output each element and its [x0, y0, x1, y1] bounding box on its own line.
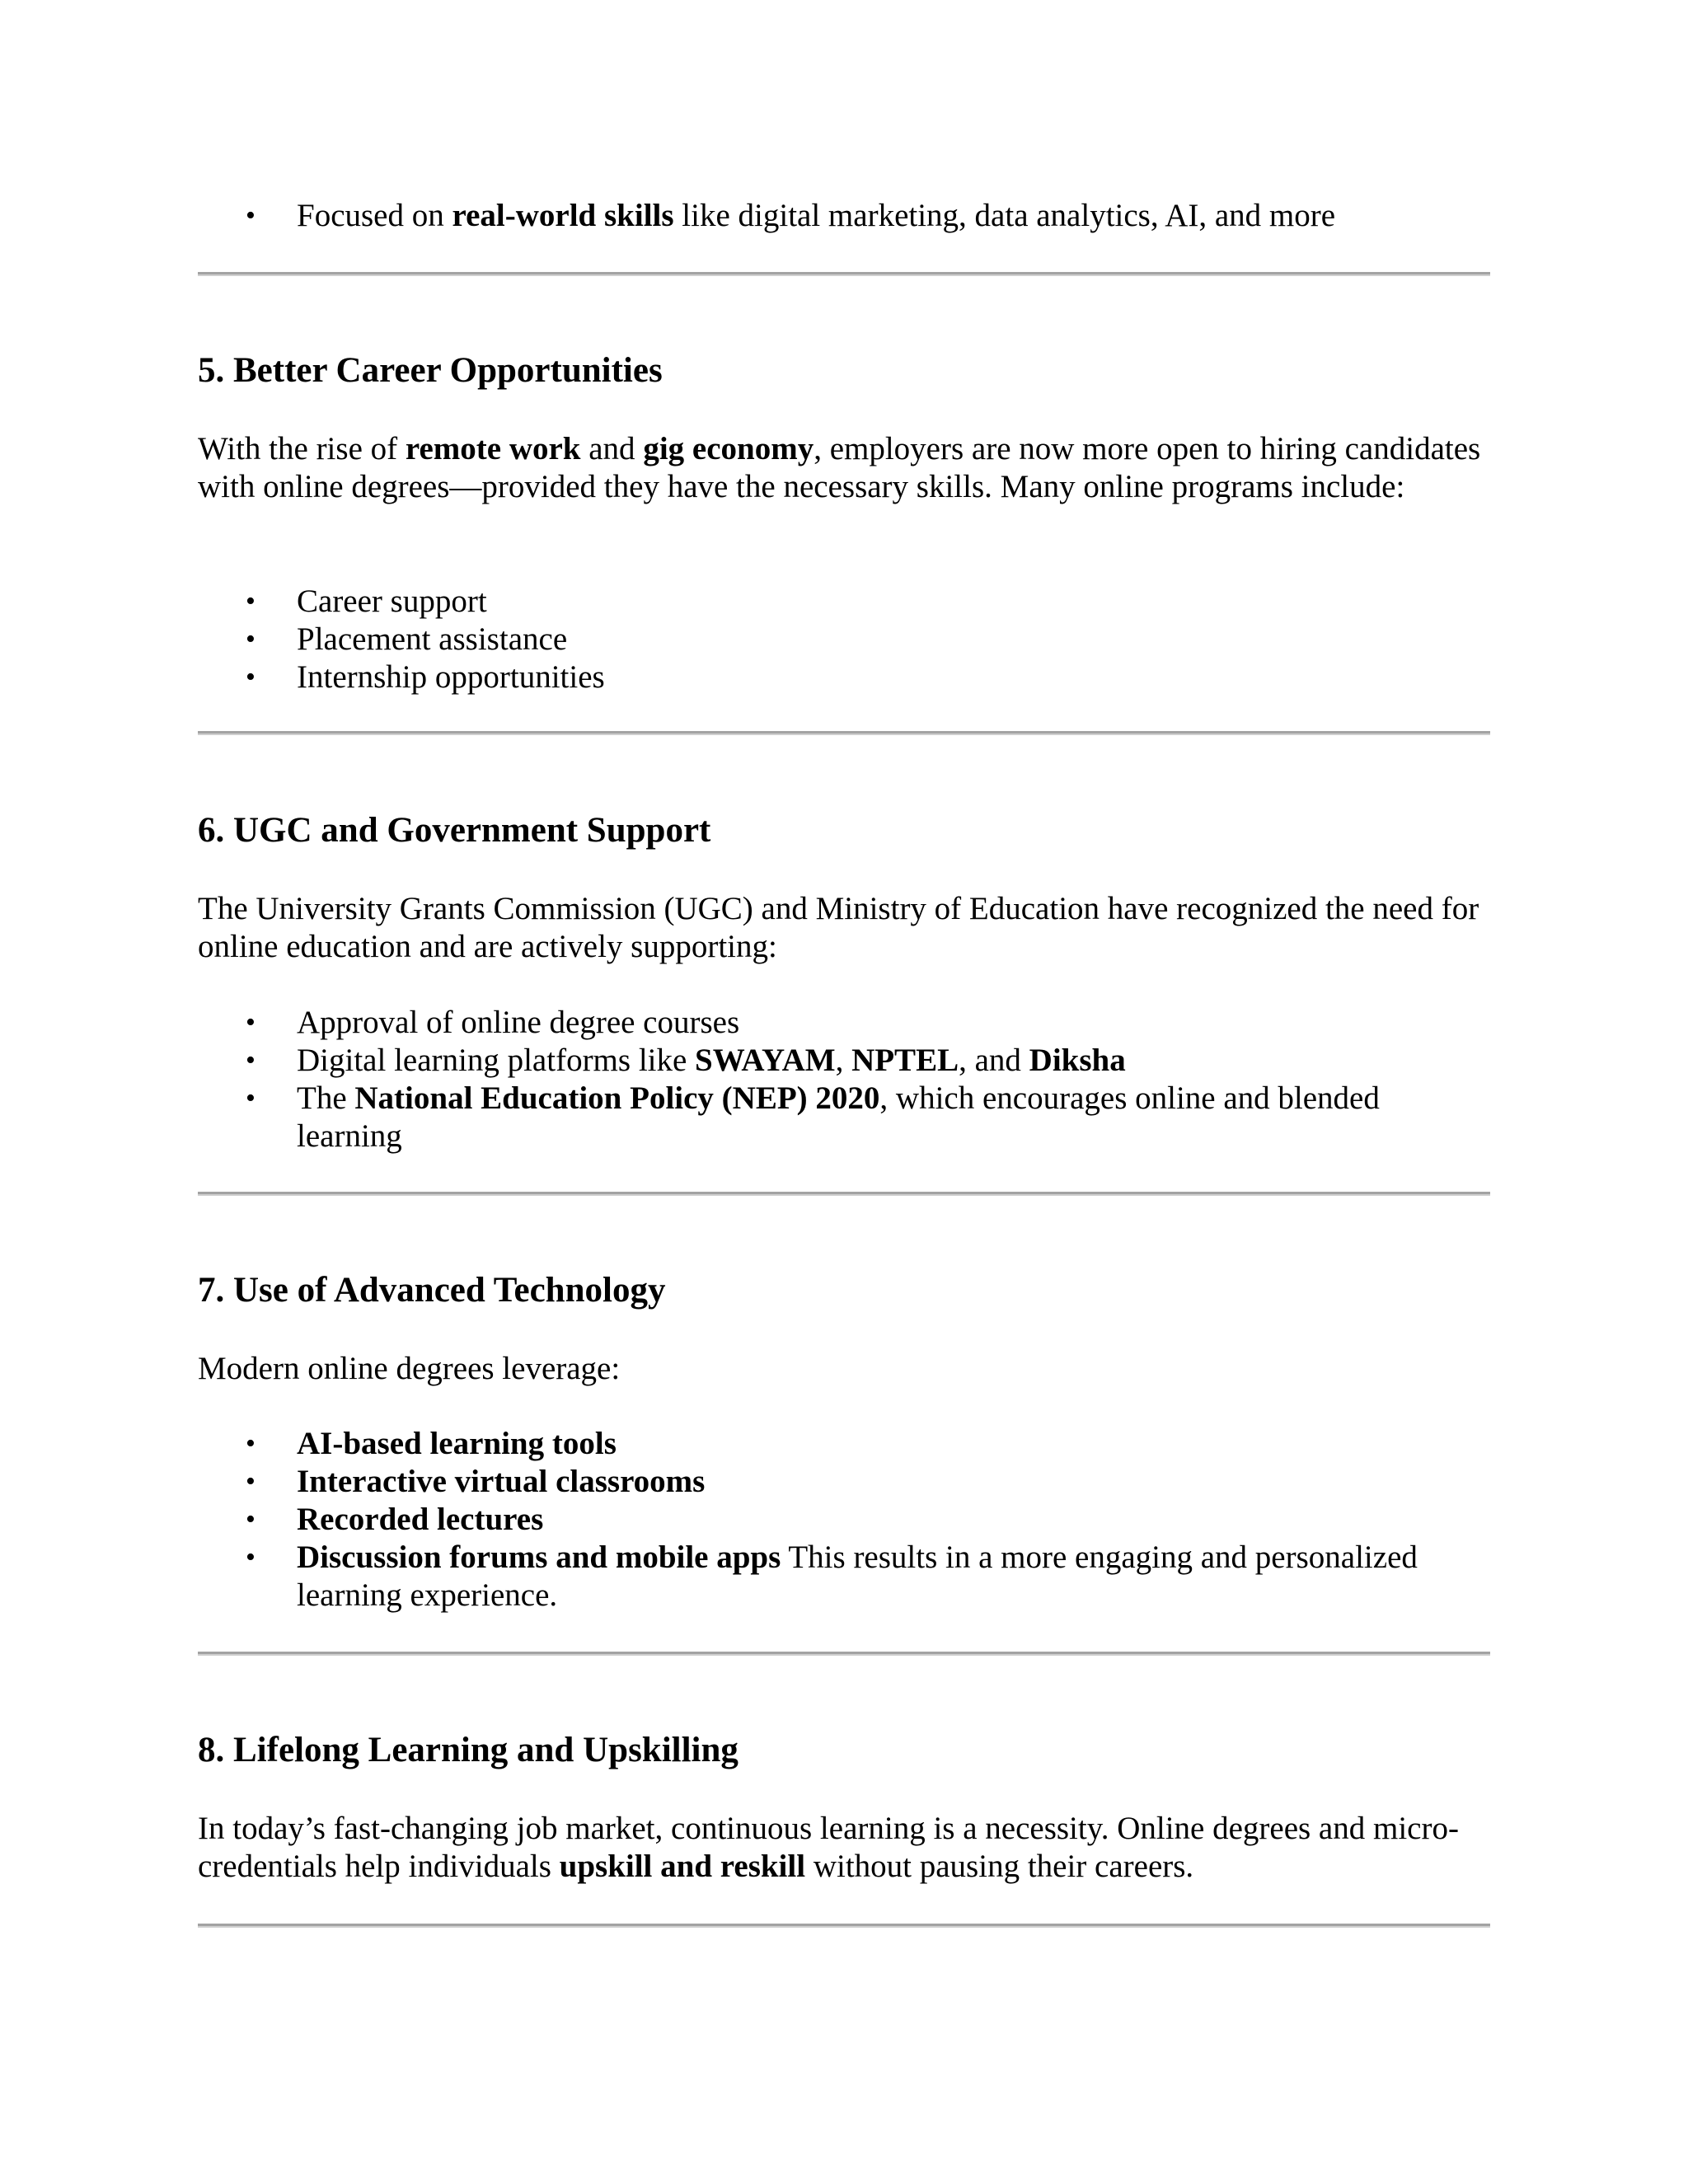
section-divider: [198, 1652, 1490, 1656]
bullet-icon: •: [246, 662, 256, 692]
section-5-paragraph: With the rise of remote work and gig economy, employers are now more open to hiring candidates with online degrees—provided they have the necessary skills. Many online programs include:: [198, 431, 1481, 504]
bullet-icon: •: [246, 200, 256, 231]
bullet-icon: •: [246, 1504, 256, 1535]
list-item: • AI-based learning tools: [246, 1426, 617, 1461]
section-8-heading: 8. Lifelong Learning and Upskilling: [198, 1731, 738, 1769]
list-item: • Approval of online degree courses: [246, 1005, 740, 1040]
bullet-icon: •: [246, 1083, 256, 1113]
section-7-heading: 7. Use of Advanced Technology: [198, 1271, 666, 1310]
intro-bullet-list: [198, 197, 1492, 235]
section-divider: [198, 1192, 1490, 1196]
section-6-heading: 6. UGC and Government Support: [198, 811, 711, 850]
bullet-icon: •: [246, 1542, 256, 1572]
section-7-paragraph: Modern online degrees leverage:: [198, 1351, 621, 1386]
list-item: • Interactive virtual classrooms: [246, 1464, 706, 1499]
section-8-paragraph: In today’s fast-changing job market, continuous learning is a necessity. Online degrees and micro-credentials help individuals upskill and reskill without pausing their careers.: [198, 1811, 1459, 1884]
bullet-icon: •: [246, 1428, 256, 1459]
list-item: • The National Education Policy (NEP) 2020, which encourages online and blended learning: [246, 1080, 1380, 1154]
list-item: • Discussion forums and mobile apps This results in a more engaging and personalized learning experience.: [246, 1540, 1418, 1613]
list-item: • Internship opportunities: [246, 659, 605, 695]
bullet-icon: •: [246, 1007, 256, 1038]
list-item: • Recorded lectures: [246, 1502, 544, 1537]
section-divider: [198, 272, 1490, 276]
bullet-icon: •: [246, 1466, 256, 1497]
list-item: • Career support: [246, 583, 487, 619]
section-5-heading: 5. Better Career Opportunities: [198, 351, 663, 390]
section-7-bullet-list: [198, 1425, 1492, 1615]
section-6-bullet-list: [198, 1004, 1492, 1155]
section-6-paragraph: The University Grants Commission (UGC) and Ministry of Education have recognized the need for online education and are actively supporting:: [198, 891, 1479, 964]
bullet-icon: •: [246, 586, 256, 616]
section-divider: [198, 1924, 1490, 1928]
list-item: • Placement assistance: [246, 621, 568, 657]
bullet-icon: •: [246, 1045, 256, 1076]
section-5-bullet-list: [198, 583, 1492, 696]
list-item: • Digital learning platforms like SWAYAM, NPTEL, and Diksha: [246, 1043, 1126, 1078]
bullet-icon: •: [246, 624, 256, 654]
list-item: • Focused on real-world skills like digital marketing, data analytics, AI, and more: [246, 198, 1336, 233]
section-divider: [198, 731, 1490, 735]
